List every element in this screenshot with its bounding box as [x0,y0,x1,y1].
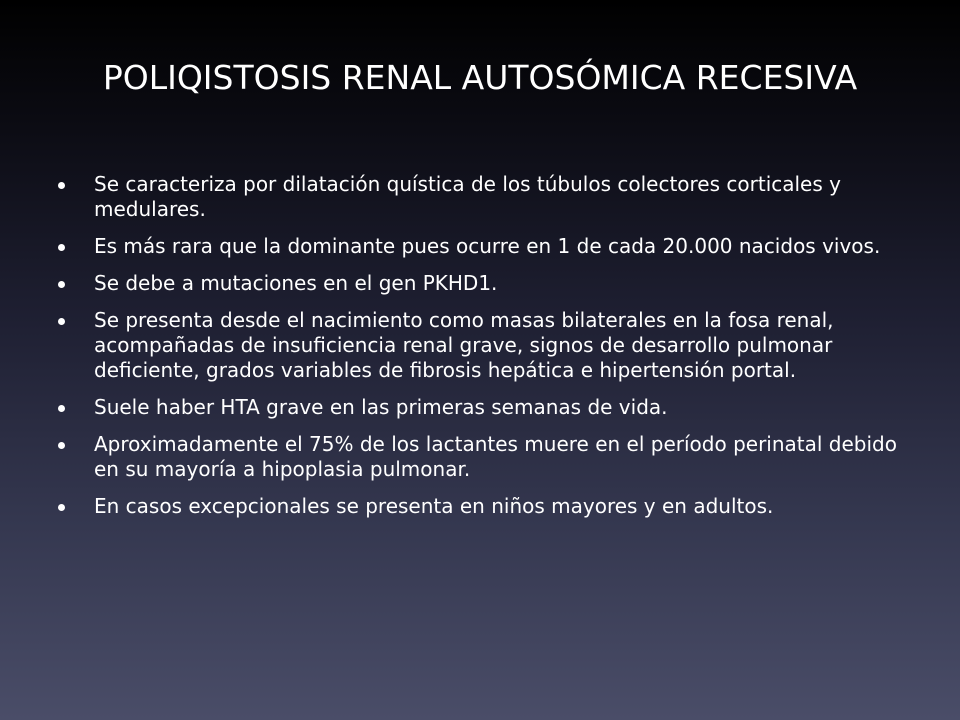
bullet-text: Se caracteriza por dilatación quística de los túbulos colectores corticales y medulares. [94,172,841,221]
bullet-item [58,271,908,296]
bullet-dot-icon [58,281,65,288]
bullet-text: Es más rara que la dominante pues ocurre en 1 de cada 20.000 nacidos vivos. [94,234,881,258]
bullet-dot-icon [58,244,65,251]
bullet-dot-icon [58,442,65,449]
bullet-text: Aproximadamente el 75% de los lactantes muere en el período perinatal debido en su mayoría a hipoplasia pulmonar. [94,432,897,481]
bullet-item [58,432,908,482]
bullet-list [58,172,908,531]
bullet-dot-icon [58,182,65,189]
bullet-text: Se presenta desde el nacimiento como masas bilaterales en la fosa renal, acompañadas de insuficiencia renal grave, signos de desarrollo pulmonar deficiente, grados variables de fibrosis hepática e hipertensión portal. [94,308,834,382]
bullet-item [58,308,908,383]
bullet-dot-icon [58,318,65,325]
bullet-text: Se debe a mutaciones en el gen PKHD1. [94,271,498,295]
bullet-text: En casos excepcionales se presenta en niños mayores y en adultos. [94,494,774,518]
bullet-dot-icon [58,405,65,412]
bullet-item [58,234,908,259]
bullet-item [58,395,908,420]
slide-title: POLIQISTOSIS RENAL AUTOSÓMICA RECESIVA [102,58,858,97]
bullet-item [58,494,908,519]
bullet-text: Suele haber HTA grave en las primeras semanas de vida. [94,395,668,419]
bullet-item [58,172,908,222]
bullet-dot-icon [58,504,65,511]
